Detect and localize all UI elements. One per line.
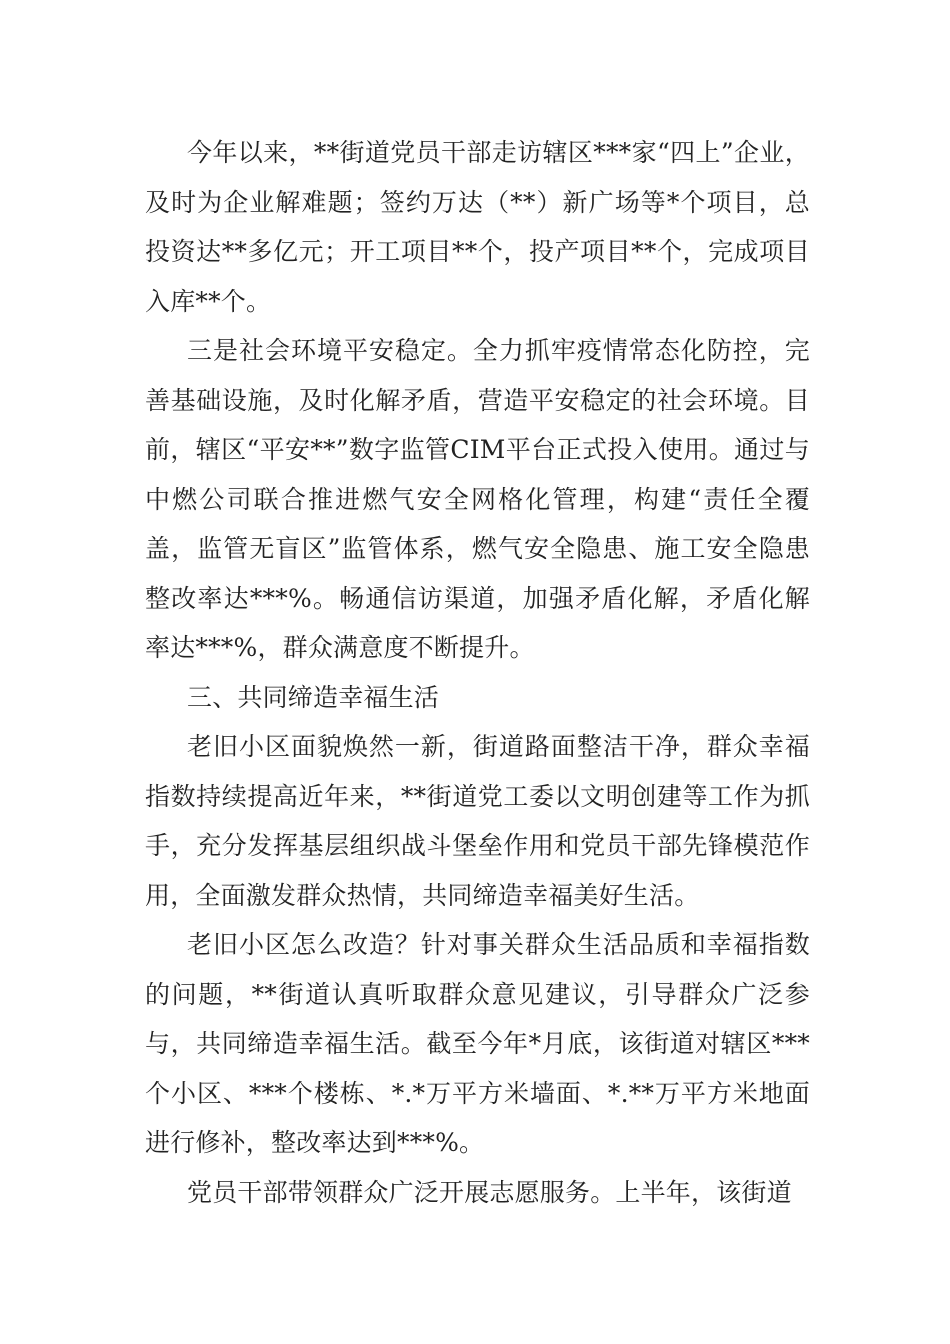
document-body xyxy=(145,128,810,1217)
paragraph-social-safety: 三是社会环境平安稳定。全力抓牢疫情常态化防控，完善基础设施，及时化解矛盾，营造平安稳定的社会环境。目前，辖区“平安**”数字监管CIM平台正式投入使用。通过与中燃公司联合推进燃气安全网格化管理，构建“责任全覆盖，监管无盲区”监管体系，燃气安全隐患、施工安全隐患整改率达***%。畅通信访渠道，加强矛盾化解，矛盾化解率达***%，群众满意度不断提升。 xyxy=(145,336,810,662)
paragraph-investment: 今年以来，**街道党员干部走访辖区***家“四上”企业，及时为企业解难题；签约万达（**）新广场等*个项目，总投资达**多亿元；开工项目**个，投产项目**个，完成项目入库**个。 xyxy=(145,138,810,316)
section-heading: 三、共同缔造幸福生活 xyxy=(187,682,440,712)
paragraph-volunteer: 党员干部带领群众广泛开展志愿服务。上半年，该街道 xyxy=(187,1177,792,1207)
paragraph-old-community: 老旧小区怎么改造？针对事关群众生活品质和幸福指数的问题，**街道认真听取群众意见建议，引导群众广泛参与，共同缔造幸福生活。截至今年*月底，该街道对辖区***个小区、***个楼栋、*.*万平方米墙面、*.**万平方米地面进行修补，整改率达到***%。 xyxy=(145,930,810,1157)
paragraph-happiness-intro: 老旧小区面貌焕然一新，街道路面整洁干净，群众幸福指数持续提高近年来，**街道党工委以文明创建等工作为抓手，充分发挥基层组织战斗堡垒作用和党员干部先锋模范作用，全面激发群众热情，共同缔造幸福美好生活。 xyxy=(145,732,810,910)
